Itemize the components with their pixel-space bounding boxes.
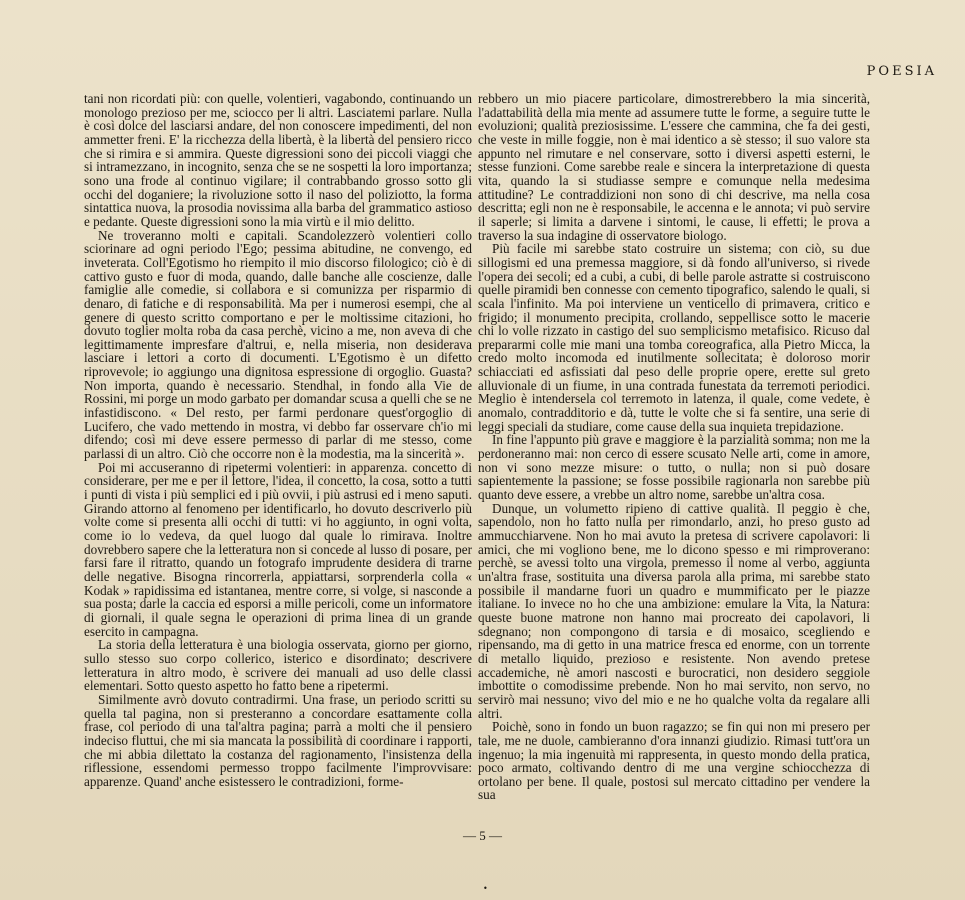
paragraph: Poi mi accuseranno di ripetermi volentieri: in apparenza. concetto di considerare, per me e per il lettore, l'idea, il concetto, la cosa, sotto a tutti i punti di vista i più semplici ed i più ovvii, i più astrusi ed i meno saputi. Girando attorno al fenomeno per identificarlo, ho dovuto descriverlo più volte come si presenta alli occhi di tutti: vi ho aggiunto, in ogni volta, come io lo vedeva, da quel luogo dal quale lo rimirava. Inoltre dovrebbero sapere che la letteratura non si concede al lusso di posare, per farsi fare il ritratto, quando un fotografo imprudente desidera di trarne delle negative. Bisogna rincorrerla, appiattarsi, sorprenderla colla « Kodak » rapidissima ed istantanea, mentre corre, si volge, si nasconde a sua posta; darle la caccia ed esporsi a mille pericoli, come un informatore di giornali, il quale segna le operazioni di prima linea di un grande esercito in campagna.	[84, 459, 472, 639]
paragraph: In fine l'appunto più grave e maggiore è la parzialità somma; non me la perdoneranno mai: non cerco di essere scusato Nelle arti, come in amore, non vi sono mezze misure: o tutto, o nulla; non si può dosare sapientemente la passione; se fosse possibile ragionarla non sarebbe più quanto deve essere, a vrebbe un altro nome, sarebbe un'altra cosa.	[478, 432, 870, 503]
paragraph: Similmente avrò dovuto contradirmi. Una frase, un periodo scritti su quella tal pagina, non si presteranno a concordare esattamente colla frase, col periodo di una tal'altra pagina; parrà a molti che il pensiero indeciso fluttui, che mi sia mancata la possibilità di coordinare i rapporti, che mi abbia dilettato la costanza del ragionamento, l'insistenza della riflessione, essendomi permesso troppo facilmente l'improvvisare: apparenze. Quand' anche esistessero le contradizioni, forme-	[84, 691, 472, 789]
bottom-mark: •	[483, 884, 488, 893]
paragraph: Ne troveranno molti e capitali. Scandolezzerò volentieri collo sciorinare ad ogni periodo l'Ego; pessima abitudine, ne convengo, ed inveterata. Coll'Egotismo ho riempito il mio discorso filologico; ciò è di cattivo gusto e fuor di moda, quando, dalle banche alle coscienze, dalle famiglie alle comedie, si collabora e si comunizza per risparmio di denaro, di fatiche e di responsabilità. Ma per i numerosi esempi, che al genere di questo scritto comportano e per le moltissime citazioni, ho dovuto toglier molta roba da casa perchè, vicino a me, non aveva di che legittimamente impresfare d'altrui, e, nella miseria, non desiderava lasciare i lettori a corto di documenti. L'Egotismo è un difetto riprovevole; io aggiungo una dignitosa espressione di orgoglio. Guasta? Non importa, quando è necessario. Stendhal, in fondo alla Vie de Rossini, mi porge un modo garbato per domandar scusa a quelli che se ne infastidiscono. « Del resto, per farmi perdonare quest'orgoglio di Lucifero, che vado mettendo in mostra, vi debbo far osservare ch'io mi difendo; così mi deve essere permesso di parlar di me stesso, come parlassi di un altro. Ciò che occorre non è la modestia, ma la sincerità ».	[84, 227, 472, 462]
left-column	[84, 92, 472, 788]
paragraph: tani non ricordati più: con quelle, volentieri, vagabondo, continuando un monologo prezioso per me, sciocco per li altri. Lasciatemi parlare. Nulla è così dolce del lasciarsi andare, del non conoscere impedimenti, del non ammetter freni. E' la ricchezza della libertà, è la libertà del pensiero ricco che si rimira e si ammira. Queste digressioni sono dei piccoli viaggi che si intramezzano, in incognito, senza che se ne sospetti la loro importanza; sono una frode al continuo vigilare; il contrabbando grosso sotto gli occhi del doganiere; la rivoluzione sotto il naso del poliziotto, la forma sintattica nuova, la prosodia novissima alla barba del grammatico astioso e pedante. Queste digressioni sono la mia virtù e il mio delitto.	[84, 91, 472, 229]
running-title: POESIA	[866, 64, 937, 79]
right-column	[478, 92, 870, 802]
paragraph: Più facile mi sarebbe stato costruire un sistema; con ciò, su due sillogismi ed una premessa maggiore, si dà fondo all'universo, si rivede l'opera dei secoli; ed a cubi, a cubi, di belle parole astratte si costruiscono quelle piramidi ben connesse con cemento tipografico, salendo le quali, si scala l'infinito. Ma poi interviene un venticello di primavera, critico e frigido; il monumento precipita, crollando, seppellisce sotto le macerie chi lo volle rizzato in castigo del suo semplicismo metafisico. Ricuso dal prepararmi colle mie mani una tomba coreografica, alla Pietro Micca, la credo molto incomoda ed inutilmente sollecitata; è doloroso morir schiacciati ed asfissiati dal peso delle proprie opere, erette sul greto alluvionale di un fiume, in una contrada funestata da terremoti periodici. Meglio è intendersela col terremoto in latenza, il quale, come vedete, è anomalo, contradditorio e dà, tutte le volte che si fa sentire, una serie di leggi speciali da studiare, come cause della sua inquieta trepidazione.	[478, 241, 870, 434]
paragraph: rebbero un mio piacere particolare, dimostrerebbero la mia sincerità, l'adattabilità della mia mente ad assumere tutte le forme, a seguire tutte le evoluzioni; qualità preziosissime. L'essere che cammina, che fa dei gesti, che veste in mille foggie, non è mai identico a sè stesso; il suo valore sta appunto nel rimutare e nel conservare, sotto i diversi aspetti esterni, le stesse funzioni. Come sarebbe reale e sincera la interpretazione di questa vita, quando la si studiasse sempre e comunque nella medesima attitudine? Le contraddizioni non sono di chi descrive, ma nella cosa descritta; egli non ne è responsabile, le accenna e le annota; vi può servire il saperle; si limita a darvene i sintomi, le cause, li effetti; le prova a traverso la sua indagine di osservatore biologo.	[478, 91, 870, 243]
paragraph: Poichè, sono in fondo un buon ragazzo; se fin qui non mi presero per tale, me ne duole, cambieranno d'ora innanzi giudizio. Rimasi tutt'ora un ingenuo; la mia ingenuità mi rappresenta, in questo mondo della pratica, poco armato, coltivando dentro di me una vergine schiocchezza di ortolano per bene. Il quale, postosi sul mercato cittadino per vendere la sua	[478, 719, 870, 803]
paragraph: La storia della letteratura è una biologia osservata, giorno per giorno, sullo stesso suo corpo collerico, isterico e disordinato; descrivere letteratura in altro modo, è scrivere dei manuali ad uso delle classi elementari. Sotto questo aspetto ho fatto bene a ripetermi.	[84, 637, 472, 694]
page-number: — 5 —	[463, 828, 502, 843]
paragraph: Dunque, un volumetto ripieno di cattive qualità. Il peggio è che, sapendolo, non ho fatto nulla per rimondarlo, anzi, ho preso gusto ad ammucchiarvene. Non ho mai avuto la pretesa di scrivere capolavori: li amici, che mi vogliono bene, me lo dicono spesso e mi rimproverano: perchè, se avessi tolto una virgola, premesso il nome al verbo, aggiunta un'altra frase, sostituita una diversa parola alla prima, mi sarebbe stato possibile il mandarne fuori un quadro e mummificato per le piazze italiane. Io invece no ho che una ambizione: emulare la Vita, la Natura: queste buone matrone non hanno mai procreato dei capolavori, li sdegnano; non compongono di tarsia e di mosaico, scegliendo e ripensando, ma di getto in una matrice fresca ed enorme, con un torrente di metallo liquido, prezioso e resistente. Non avendo pretese accademiche, nè amori nascosti e burocratici, non desidero seggiole imbottite o comodissime prebende. Non ho mai servito, non servo, no servirò mai nessuno; vivo del mio e ne ho qualche volta da regalare alli altri.	[478, 500, 870, 721]
